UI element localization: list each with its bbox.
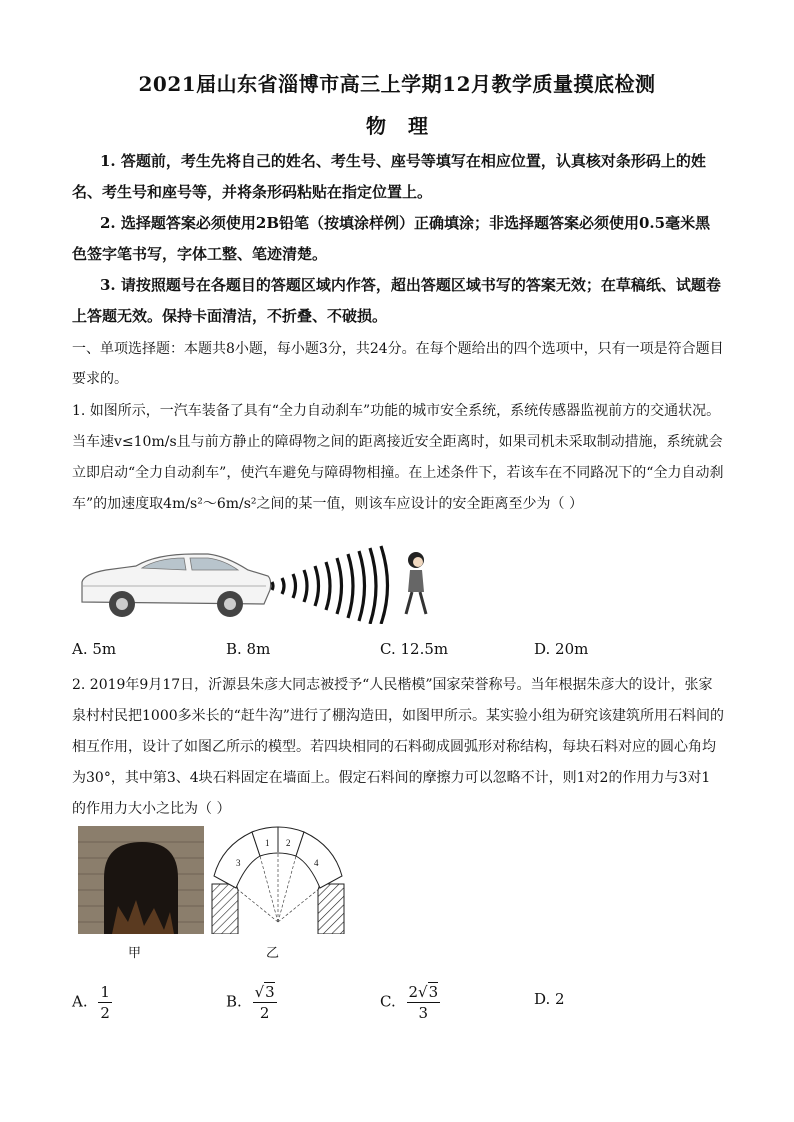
fraction-b-numerator: √3: [254, 983, 275, 1001]
sensor-wave-icon: [272, 546, 388, 624]
q2-option-c-letter: C.: [380, 992, 396, 1011]
fraction-b: [253, 982, 277, 1023]
q1-option-a[interactable]: A. 5m: [72, 640, 117, 658]
tunnel-photo: [78, 826, 204, 934]
q1-option-b[interactable]: B. 8m: [226, 640, 271, 658]
question-1-text: 1. 如图所示，一汽车装备了具有“全力自动刹车”功能的城市安全系统，系统传感器监视前方的交通状况。当车速v≤10m/s且与前方静止的障碍物之间的距离接近安全距离时，如果司机未采取制动措施，系统就会立即启动“全力自动刹车”，使汽车避免与障碍物相撞。在上述条件下，若该车在不同路况下的“全力自动刹车”的加速度取4m/s²～6m/s²之间的某一值，则该车应设计的安全距离至少为（ ）: [72, 403, 724, 512]
fraction-c: [407, 982, 441, 1023]
q2-option-b-letter: B.: [226, 992, 242, 1011]
question-1-options: [72, 640, 732, 670]
stone-label-3: 3: [236, 858, 241, 868]
fraction-c-coefficient: 2: [408, 983, 419, 1001]
fraction-a-denominator: 2: [100, 1004, 110, 1022]
q2-option-a[interactable]: [72, 982, 112, 1023]
q2-option-c[interactable]: [380, 982, 440, 1023]
sqrt-b-radicand: 3: [265, 983, 275, 1001]
instruction-1: 1. 答题前，考生先将自己的姓名、考生号、座号等填写在相应位置，认真核对条形码上的姓名、考生号和座号等，并将条形码粘贴在指定位置上。: [72, 152, 706, 201]
stone-label-1: 1: [265, 838, 270, 848]
fraction-b-denominator: 2: [259, 1004, 270, 1022]
instruction-3: 3. 请按照题号在各题目的答题区域内作答，超出答题区域书写的答案无效；在草稿纸、试题卷上答题无效。保持卡面清洁，不折叠、不破损。: [72, 276, 721, 325]
fraction-a: [98, 982, 112, 1023]
page-title: 2021届山东省淄博市高三上学期12月教学质量摸底检测: [138, 72, 656, 96]
fraction-c-numerator: 2√3: [408, 983, 439, 1001]
question-2-text: 2. 2019年9月17日，沂源县朱彦大同志被授予“人民楷模”国家荣誉称号。当年根据朱彦大的设计，张家泉村村民把1000多米长的“赶牛沟”进行了棚沟造田，如图甲所示。某实验小组为研究该建筑所用石料间的相互作用，设计了如图乙所示的模型。若四块相同的石料砌成圆弧形对称结构，每块石料对应的圆心角均为30°，其中第3、4块石料固定在墙面上。假定石料间的摩擦力可以忽略不计，则1对2的作用力与3对1的作用力大小之比为（ ）: [72, 677, 724, 817]
fraction-a-numerator: 1: [100, 983, 110, 1001]
fraction-c-denominator: 3: [418, 1004, 429, 1022]
q1-option-c[interactable]: C. 12.5m: [380, 640, 449, 658]
section-heading: 一、单项选择题：本题共8小题，每小题3分，共24分。在每个题给出的四个选项中，只有一项是符合题目要求的。: [72, 341, 724, 387]
question-2-options: [72, 976, 732, 1024]
stone-label-2: 2: [286, 838, 291, 848]
sqrt-c-radicand: 3: [428, 983, 439, 1001]
pedestrian-icon: [406, 552, 426, 614]
q2-option-b[interactable]: [226, 982, 277, 1023]
subject-title: 物理: [366, 114, 450, 138]
figure-jia-label: 甲: [128, 946, 142, 961]
arch-diagram: [210, 826, 346, 934]
q2-option-d[interactable]: D. 2: [534, 990, 565, 1008]
q2-option-a-letter: A.: [72, 992, 88, 1011]
instruction-2: 2. 选择题答案必须使用2B铅笔（按填涂样例）正确填涂；非选择题答案必须使用0.5毫米黑色签字笔书写，字体工整、笔迹清楚。: [72, 214, 711, 263]
car-illustration: [76, 540, 448, 624]
stone-label-4: 4: [314, 858, 319, 868]
figure-yi-label: 乙: [266, 946, 280, 961]
q1-option-d[interactable]: D. 20m: [534, 640, 589, 658]
